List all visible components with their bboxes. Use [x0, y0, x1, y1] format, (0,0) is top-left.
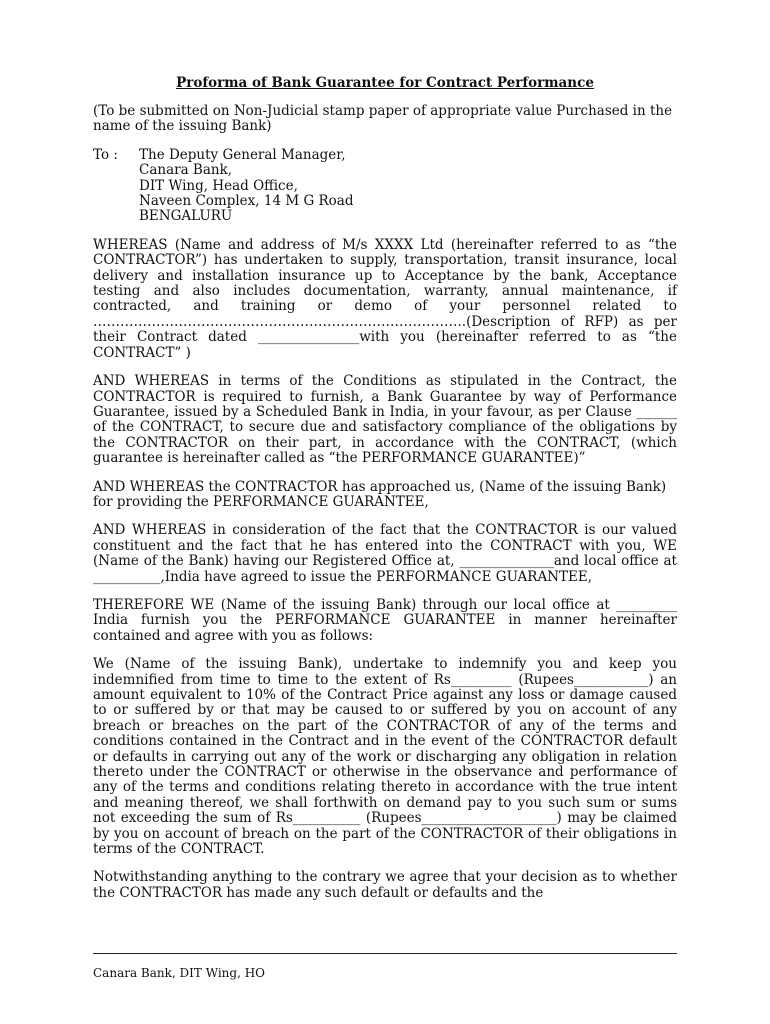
page-footer: Canara Bank, DIT Wing, HO — [93, 966, 266, 980]
whereas-paragraph: WHEREAS (Name and address of M/s XXXX Ltd (hereinafter referred to as “the CONTRACTOR”) has undertaken to supply, transportation, transit insurance, local delivery and installation insurance up to Acceptance by the bank, Acceptance testing and also includes documentation, warranty, annual maintenance, if contracted, and training or demo of your personnel related to ………………………………………………………………………..(Description of RFP) as per their Contract dated _______________with you (hereinafter referred to as “the CONTRACT” ) — [93, 236, 677, 361]
therefore-paragraph: THEREFORE WE (Name of the issuing Bank) through our local office at _________ India furnish you the PERFORMANCE GUARANTEE in manner hereinafter contained and agree with you as follows: — [93, 596, 677, 644]
address-line: Naveen Complex, 14 M G Road — [139, 193, 354, 210]
indemnity-paragraph: We (Name of the issuing Bank), undertake to indemnify you and keep you indemnified from time to time to the extent of Rs_________ (Rupees___________) an amount equivalent to 10% of the Contract Price against any loss or damage caused to or suffered by or that may be caused to or suffered by you on account of any breach or breaches on the part of the CONTRACTOR of any of the terms and conditions contained in the Contract and in the event of the CONTRACTOR default or defaults in carrying out any of the work or discharging any obligation in relation thereto under the CONTRACT or otherwise in the observance and performance of any of the terms and conditions relating thereto in accordance with the true intent and meaning thereof, we shall forthwith on demand pay to you such sum or sums not exceeding the sum of Rs__________ (Rupees____________________) may be claimed by you on account of breach on the part of the CONTRACTOR of their obligations in terms of the CONTRACT. — [93, 656, 677, 858]
and-whereas-conditions-paragraph: AND WHEREAS in terms of the Conditions as stipulated in the Contract, the CONTRACTOR is required to furnish, a Bank Guarantee by way of Performance Guarantee, issued by a Scheduled Bank in India, in your favour, as per Clause ______ of the CONTRACT, to secure due and satisfactory compliance of the obligations by the CONTRACTOR on their part, in accordance with the CONTRACT, (which guarantee is hereinafter called as “the PERFORMANCE GUARANTEE)” — [93, 373, 677, 467]
addressee-block — [93, 148, 677, 225]
address-line: The Deputy General Manager, — [139, 146, 346, 163]
notwithstanding-paragraph: Notwithstanding anything to the contrary we agree that your decision as to whether the CONTRACTOR has made any such default or defaults and the — [93, 869, 677, 901]
address-line: DIT Wing, Head Office, — [139, 177, 298, 194]
document-title: Proforma of Bank Guarantee for Contract Performance — [176, 75, 594, 91]
and-whereas-consideration-paragraph: AND WHEREAS in consideration of the fact that the CONTRACTOR is our valued constituent and the fact that he has entered into the CONTRACT with you, WE (Name of the Bank) having our Registered Office at, ______________and local office at __________,India have agreed to issue the PERFORMANCE GUARANTEE, — [93, 522, 677, 585]
address-line: BENGALURU — [139, 208, 233, 225]
footer-divider — [93, 953, 677, 954]
and-whereas-approached-paragraph: AND WHEREAS the CONTRACTOR has approached us, (Name of the issuing Bank) for providing the PERFORMANCE GUARANTEE, — [93, 478, 667, 510]
address-line: Canara Bank, — [139, 162, 233, 179]
addressee-lines — [139, 148, 354, 225]
submission-note: (To be submitted on Non-Judicial stamp paper of appropriate value Purchased in the name of the issuing Bank) — [93, 103, 673, 135]
addressee-label: To : — [93, 146, 118, 163]
